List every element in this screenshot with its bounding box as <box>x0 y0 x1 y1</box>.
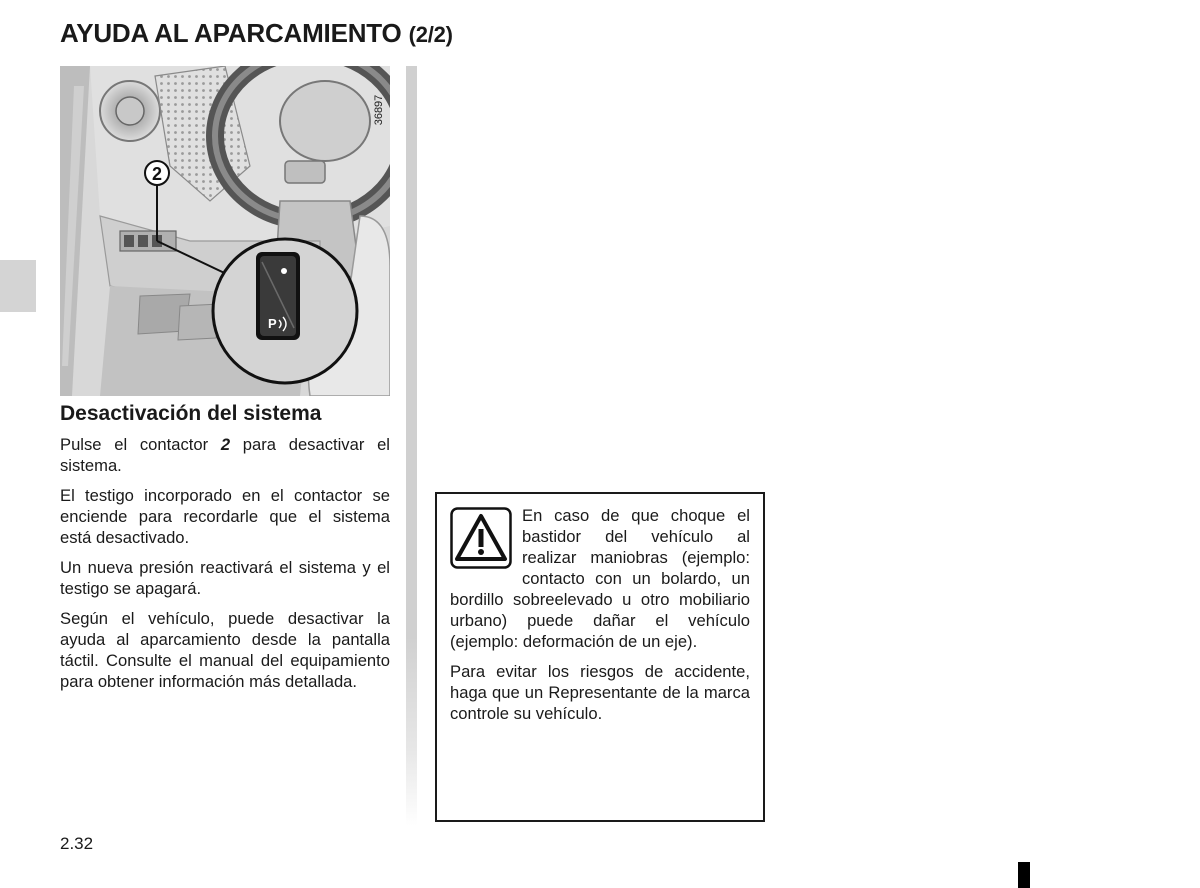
paragraph-press-switch <box>60 434 390 476</box>
warning-paragraph-damage: En caso de que choque el bastidor del vehículo al realizar maniobras (ejemplo: contacto con un bolardo, un bordillo sobreelevado u otro mobiliario urbano) puede dañar el vehículo (ejemplo: deformación de un eje). <box>450 506 750 651</box>
chapter-tab <box>0 260 36 312</box>
page-title <box>60 18 453 49</box>
warning-paragraph-advice: Para evitar los riesgos de accidente, haga que un Representante de la marca controle su vehículo. <box>450 662 750 723</box>
column-divider <box>406 66 417 826</box>
callout-number: 2 <box>151 164 163 184</box>
paragraph-touchscreen: Según el vehículo, puede desactivar la ayuda al aparcamiento desde la pantalla táctil. Consulte el manual del equipamiento para obtener información más detallada. <box>60 609 390 691</box>
paragraph-text: para desactivar el sistema. <box>60 435 390 475</box>
switch-label: P <box>268 316 277 331</box>
switch-reference: 2 <box>220 435 231 454</box>
paragraph-text: Pulse el contactor <box>60 435 221 454</box>
section-heading: Desactivación del sistema <box>60 402 322 425</box>
warning-triangle-icon <box>450 507 512 569</box>
page-number: 2.32 <box>60 834 94 853</box>
paragraph-reactivate: Un nueva presión reactivará el sistema y el testigo se apagará. <box>60 558 390 598</box>
page-title-suffix: (2/2) <box>408 22 453 47</box>
warning-box <box>435 492 765 822</box>
page-title-text: AYUDA AL APARCAMIENTO <box>60 18 402 48</box>
section-body <box>60 434 390 701</box>
corner-mark <box>1018 862 1030 888</box>
dashboard-drawing <box>60 66 390 396</box>
dashboard-illustration <box>60 66 390 396</box>
figure-reference: 36897 <box>373 94 385 126</box>
paragraph-indicator: El testigo incorporado en el contactor se enciende para recordarle que el sistema está desactivado. <box>60 486 390 547</box>
